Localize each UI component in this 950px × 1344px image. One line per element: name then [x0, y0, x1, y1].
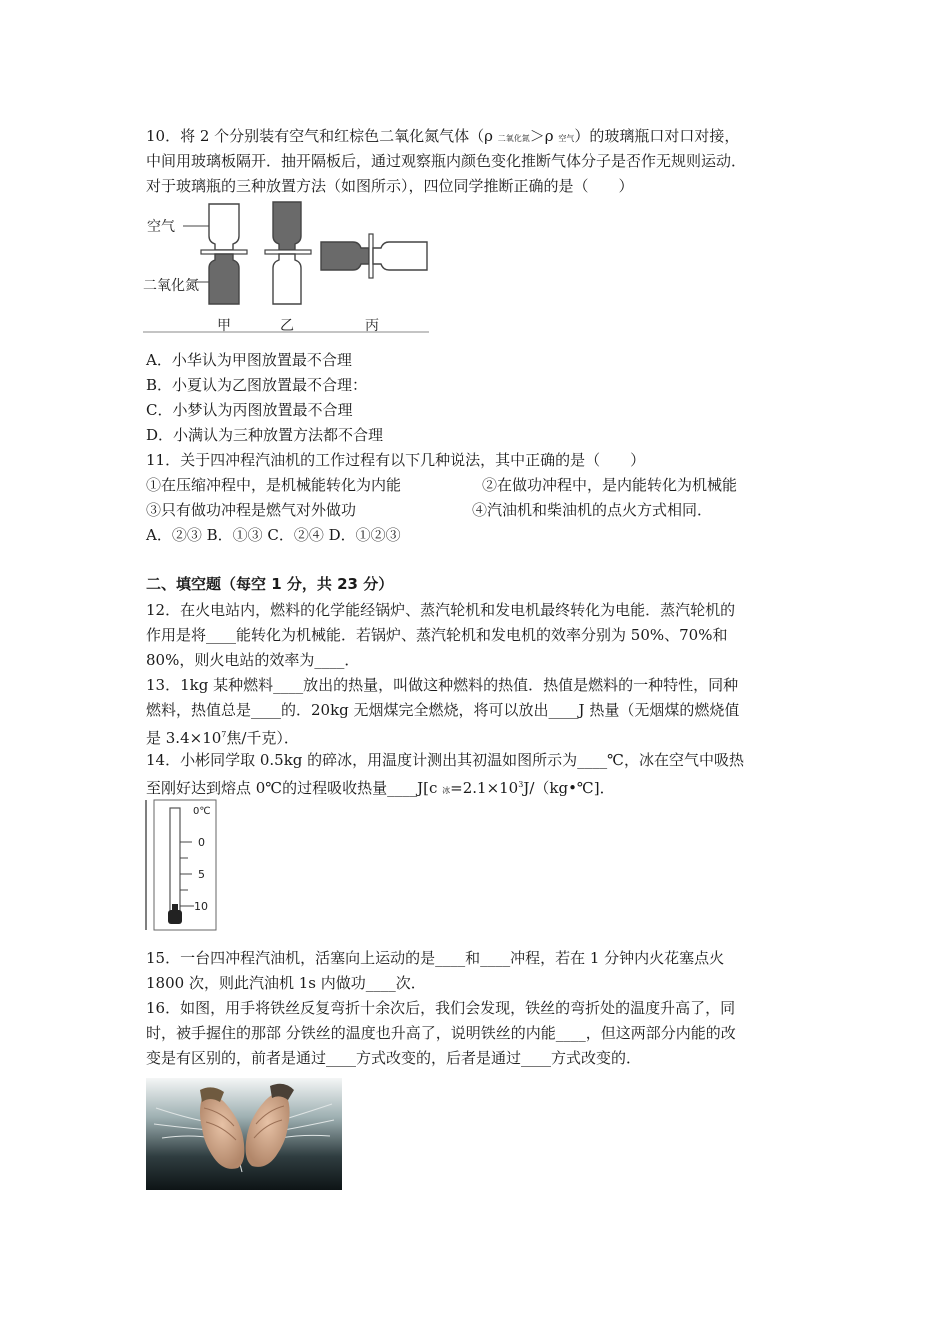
label-jia: 甲: [217, 318, 231, 334]
q11-statement-2: ②在做功冲程中，是内能转化为机械能: [482, 476, 738, 494]
section-heading: 二、填空题（每空 1 分，共 23 分）: [146, 575, 394, 593]
q11-options: A．②③ B．①③ C．②④ D．①②③: [146, 526, 401, 544]
label-air: 空气: [147, 219, 175, 235]
thermometer-unit: 0℃: [193, 806, 211, 817]
q13-line3: [146, 724, 299, 749]
q10-rho-no2: 二氧化氮: [497, 134, 530, 143]
q15-line2: 1800 次，则此汽油机 1s 内做功____次．: [146, 974, 426, 992]
q10-line1: [146, 125, 739, 150]
q10-option-a: A．小华认为甲图放置最不合理: [146, 351, 352, 369]
tick-label-5: 5: [198, 868, 205, 881]
q14-text-a: 至刚好达到熔点 0℃的过程吸收热量____J[c: [146, 779, 443, 797]
q10-text-b: ）的玻璃瓶口对口对接，: [574, 127, 740, 145]
label-yi: 乙: [280, 318, 294, 334]
q13-exponent: 7: [221, 730, 227, 739]
q16-line2: 时，被手握住的那部 分铁丝的温度也升高了，说明铁丝的内能____，但这两部分内能的改: [146, 1024, 736, 1042]
q11-statement-1: ①在压缩冲程中，是机械能转化为内能: [146, 476, 402, 494]
bottle-setup-jia: [201, 204, 247, 304]
q13-text-b: 焦/千克）．: [226, 729, 299, 747]
q16-line3: 变是有区别的，前者是通过____方式改变的，后者是通过____方式改变的．: [146, 1049, 642, 1067]
q14-text-c: J/（kg•℃]．: [523, 779, 615, 797]
tick-label-10: 10: [194, 900, 208, 913]
thermometer-figure: [144, 798, 218, 932]
q12-line1: 12．在火电站内，燃料的化学能经锅炉、蒸汽轮机和发电机最终转化为电能．蒸汽轮机的: [146, 601, 736, 619]
bottles-figure: [143, 198, 433, 334]
q10-line2: 中间用玻璃板隔开．抽开隔板后，通过观察瓶内颜色变化推断气体分子是否作无规则运动．: [146, 152, 747, 170]
q13-text-a: 是 3.4×10: [146, 729, 222, 747]
q11-statement-4: ④汽油机和柴油机的点火方式相同．: [472, 501, 713, 519]
label-bing: 丙: [365, 318, 379, 334]
q14-exponent: 3: [518, 780, 524, 789]
bottle-setup-bing: [321, 234, 427, 278]
q14-text-b: =2.1×10: [450, 779, 519, 797]
q10-option-d: D．小满认为三种放置方法都不合理: [146, 426, 384, 444]
q13-line1: 13．1kg 某种燃料____放出的热量，叫做这种燃料的热值．热值是燃料的一种特性，同种: [146, 676, 739, 694]
q16-line1: 16．如图，用手将铁丝反复弯折十余次后，我们会发现，铁丝的弯折处的温度升高了，同: [146, 999, 736, 1017]
q10-line3: 对于玻璃瓶的三种放置方法（如图所示），四位同学推断正确的是（ ）: [146, 177, 634, 195]
hands-bending-wire-photo: [146, 1078, 342, 1190]
q10-text-a: 10．将 2 个分别装有空气和红棕色二氧化氮气体（ρ: [146, 127, 498, 145]
q14-line1: 14．小彬同学取 0.5kg 的碎冰，用温度计测出其初温如图所示为____℃，冰在空气中吸热: [146, 751, 744, 769]
q10-option-c: C．小梦认为丙图放置最不合理: [146, 401, 353, 419]
q12-line2: 作用是将____能转化为机械能．若锅炉、蒸汽轮机和发电机的效率分别为 50%、70%和: [146, 626, 728, 644]
bottle-setup-yi: [265, 202, 311, 304]
q10-option-b: B．小夏认为乙图放置最不合理：: [146, 376, 368, 394]
q11-statement-3: ③只有做功冲程是燃气对外做功: [146, 501, 357, 519]
q15-line1: 15．一台四冲程汽油机，活塞向上运动的是____和____冲程，若在 1 分钟内火花塞点火: [146, 949, 725, 967]
q10-gt: ＞ρ: [529, 127, 559, 145]
label-no2: 二氧化氮: [143, 278, 199, 294]
tick-label-0: 0: [198, 836, 205, 849]
q11-stem: 11．关于四冲程汽油机的工作过程有以下几种说法，其中正确的是（ ）: [146, 451, 646, 469]
q10-rho-air: 空气: [558, 134, 575, 143]
q14-sub-ice: 冰: [442, 786, 451, 795]
q13-line2: 燃料，热值总是____的．20kg 无烟煤完全燃烧，将可以放出____J 热量（无烟煤的燃烧值: [146, 701, 740, 719]
q12-line3: 80%，则火电站的效率为____．: [146, 651, 360, 669]
